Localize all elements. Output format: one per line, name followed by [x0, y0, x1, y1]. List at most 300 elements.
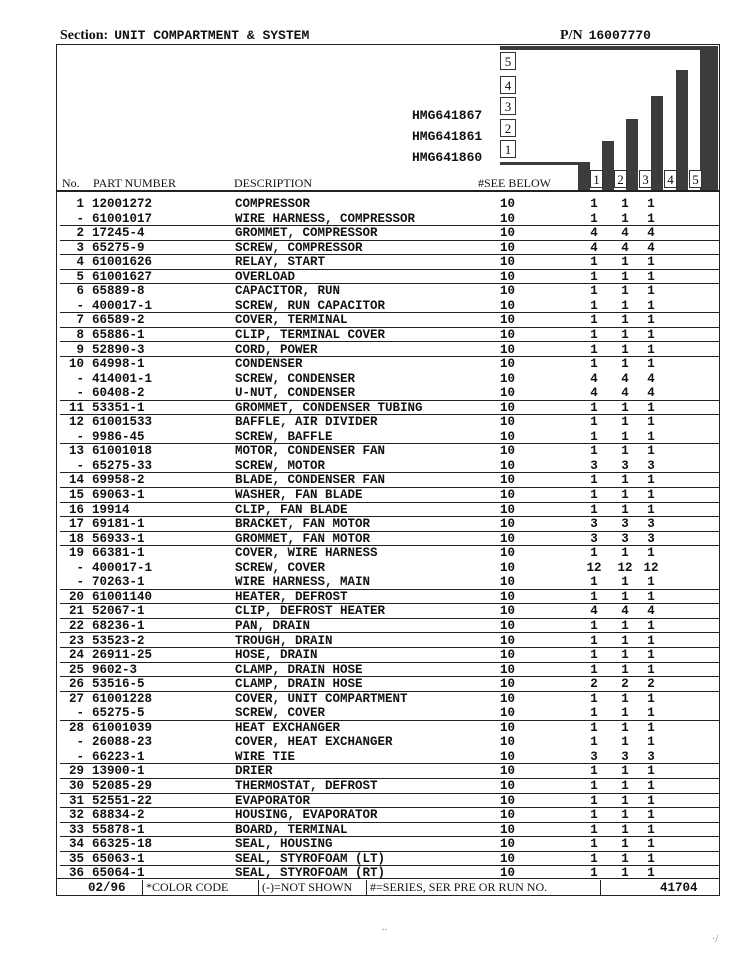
qty-2: 4 — [621, 240, 629, 255]
qty-2: 2 — [621, 677, 629, 692]
footer-date — [88, 880, 126, 896]
description: COVER, UNIT COMPARTMENT — [235, 691, 408, 706]
qty-1: 1 — [590, 357, 598, 372]
qty-3: 1 — [647, 473, 655, 488]
qty-3: 1 — [647, 357, 655, 372]
table-row — [60, 634, 720, 649]
part-number: 61001140 — [92, 589, 153, 604]
description: COMPRESSOR — [235, 197, 311, 211]
footer-color-code: *COLOR CODE — [146, 880, 229, 894]
row-number: 11 — [68, 400, 84, 415]
table-row — [60, 255, 720, 270]
row-number: 20 — [68, 589, 84, 604]
qty-1: 2 — [590, 677, 598, 692]
qty-2: 1 — [621, 546, 629, 561]
series: 10 — [500, 502, 516, 517]
qty-2: 1 — [621, 429, 629, 444]
series: 10 — [500, 604, 516, 619]
row-number: - — [76, 211, 84, 226]
qty-2: 1 — [621, 327, 629, 342]
qty-1: 1 — [590, 589, 598, 604]
table-row — [60, 212, 720, 227]
qty-2: 1 — [621, 589, 629, 604]
stair-col-1 — [602, 141, 614, 190]
part-number: 66325-18 — [92, 837, 153, 852]
table-row — [60, 328, 720, 343]
series-box-5: 5 — [500, 52, 516, 70]
qty-3: 1 — [647, 648, 655, 663]
qty-2: 1 — [621, 691, 629, 706]
row-number: 13 — [68, 444, 84, 459]
table-row — [60, 299, 720, 314]
table-row — [60, 226, 720, 241]
part-number: 52890-3 — [92, 342, 145, 357]
part-number: 69181-1 — [92, 517, 145, 532]
description: SEAL, HOUSING — [235, 837, 333, 852]
row-number: 36 — [68, 866, 84, 881]
qty-2: 1 — [621, 211, 629, 226]
qty-3: 1 — [647, 429, 655, 444]
model-code-1: HMG641860 — [412, 150, 483, 165]
qty-2: 1 — [621, 618, 629, 633]
description: GROMMET, CONDENSER TUBING — [235, 400, 423, 415]
description: CLIP, TERMINAL COVER — [235, 327, 386, 342]
series: 10 — [500, 546, 516, 561]
part-number: 66381-1 — [92, 546, 145, 561]
row-number: - — [76, 298, 84, 313]
row-number: 5 — [76, 269, 84, 284]
qty-1: 1 — [590, 633, 598, 648]
series-box-3: 3 — [500, 97, 516, 115]
part-number: 61001018 — [92, 444, 153, 459]
part-number: 65063-1 — [92, 851, 145, 866]
table-row — [60, 663, 720, 678]
table-row — [60, 444, 720, 459]
qty-2: 4 — [621, 386, 629, 401]
table-row — [60, 386, 720, 401]
qty-2: 1 — [621, 706, 629, 721]
table-row — [60, 808, 720, 823]
stair-col-0 — [578, 165, 590, 190]
qty-col-box-2: 2 — [614, 170, 627, 188]
part-number: 68236-1 — [92, 618, 145, 633]
series: 10 — [500, 851, 516, 866]
description: SCREW, CONDENSER — [235, 371, 356, 386]
stair-col-2 — [626, 119, 638, 190]
footer-divider-3 — [366, 880, 367, 896]
qty-1: 1 — [590, 779, 598, 793]
part-number: 61001039 — [92, 720, 153, 735]
table-row — [60, 197, 720, 212]
qty-3: 1 — [647, 575, 655, 590]
row-number: 26 — [68, 677, 84, 692]
qty-2: 1 — [621, 837, 629, 852]
row-number: 16 — [68, 502, 84, 517]
qty-1: 1 — [590, 764, 598, 779]
qty-1: 1 — [590, 706, 598, 721]
series: 10 — [500, 197, 516, 211]
row-number: 17 — [68, 517, 84, 532]
description: CORD, POWER — [235, 342, 318, 357]
row-number: 29 — [68, 764, 84, 779]
row-number: 35 — [68, 851, 84, 866]
qty-3: 1 — [647, 415, 655, 430]
footer-series-note: #=SERIES, SER PRE OR RUN NO. — [370, 880, 548, 894]
table-row — [60, 473, 720, 488]
qty-1: 1 — [590, 211, 598, 226]
qty-2: 1 — [621, 298, 629, 313]
description: SCREW, COVER — [235, 706, 326, 721]
qty-1: 1 — [590, 648, 598, 663]
qty-1: 1 — [590, 866, 598, 881]
qty-3: 1 — [647, 706, 655, 721]
qty-1: 1 — [590, 618, 598, 633]
part-number: 61001533 — [92, 415, 153, 430]
table-row — [60, 604, 720, 619]
description: BRACKET, FAN MOTOR — [235, 517, 371, 532]
qty-3: 1 — [647, 313, 655, 328]
row-number: - — [76, 560, 84, 575]
series: 10 — [500, 735, 516, 750]
qty-3: 4 — [647, 240, 655, 255]
description: GROMMET, FAN MOTOR — [235, 531, 371, 546]
qty-1: 1 — [590, 400, 598, 415]
qty-1: 1 — [590, 444, 598, 459]
description: CAPACITOR, RUN — [235, 284, 341, 299]
part-number: 66223-1 — [92, 749, 145, 764]
part-number-heading — [560, 28, 651, 44]
series-box-1: 1 — [500, 140, 516, 158]
series: 10 — [500, 488, 516, 502]
description: CLIP, DEFROST HEATER — [235, 604, 386, 619]
qty-1: 1 — [590, 735, 598, 750]
table-row — [60, 779, 720, 794]
qty-2: 1 — [621, 357, 629, 372]
model-code-3: HMG641867 — [412, 108, 483, 123]
part-number: 61001228 — [92, 691, 153, 706]
row-number: 31 — [68, 793, 84, 808]
row-number: - — [76, 706, 84, 721]
series: 10 — [500, 764, 516, 779]
row-number: 18 — [68, 531, 84, 546]
series: 10 — [500, 313, 516, 328]
part-number: 400017-1 — [92, 560, 153, 575]
part-number: 56933-1 — [92, 531, 145, 546]
qty-3: 1 — [647, 793, 655, 808]
qty-1: 1 — [590, 313, 598, 328]
qty-3: 3 — [647, 749, 655, 764]
part-number: 13900-1 — [92, 764, 145, 779]
description: COVER, TERMINAL — [235, 313, 348, 328]
qty-3: 1 — [647, 779, 655, 793]
row-number: - — [76, 575, 84, 590]
qty-1: 1 — [590, 837, 598, 852]
qty-1: 1 — [590, 575, 598, 590]
table-row — [60, 284, 720, 299]
table-row — [60, 546, 720, 561]
part-number: 65889-8 — [92, 284, 145, 299]
part-number: 66589-2 — [92, 313, 145, 328]
part-number: 65064-1 — [92, 866, 145, 881]
description: TROUGH, DRAIN — [235, 633, 333, 648]
description: SEAL, STYROFOAM (RT) — [235, 866, 386, 881]
series: 10 — [500, 226, 516, 241]
description: HOSE, DRAIN — [235, 648, 318, 663]
table-row — [60, 677, 720, 692]
row-number: 34 — [68, 837, 84, 852]
description: CLAMP, DRAIN HOSE — [235, 677, 363, 692]
table-row — [60, 692, 720, 707]
table-row — [60, 430, 720, 445]
part-number: 65275-9 — [92, 240, 145, 255]
series: 10 — [500, 662, 516, 677]
qty-1: 1 — [590, 473, 598, 488]
footer-divider-1 — [142, 880, 143, 896]
description: BOARD, TERMINAL — [235, 822, 348, 837]
qty-1: 3 — [590, 531, 598, 546]
part-number: 70263-1 — [92, 575, 145, 590]
description: CLIP, FAN BLADE — [235, 502, 348, 517]
qty-3: 1 — [647, 589, 655, 604]
qty-col-box-4: 4 — [664, 170, 677, 188]
row-number: 2 — [76, 226, 84, 241]
row-number: 4 — [76, 255, 84, 270]
part-number: 65275-5 — [92, 706, 145, 721]
series: 10 — [500, 255, 516, 270]
qty-2: 3 — [621, 517, 629, 532]
series: 10 — [500, 371, 516, 386]
part-number: 61001017 — [92, 211, 153, 226]
part-number: 68834-2 — [92, 808, 145, 823]
description: U-NUT, CONDENSER — [235, 386, 356, 401]
qty-1: 1 — [590, 284, 598, 299]
qty-2: 12 — [617, 560, 633, 575]
qty-2: 1 — [621, 851, 629, 866]
qty-3: 1 — [647, 400, 655, 415]
series: 10 — [500, 720, 516, 735]
qty-3: 1 — [647, 197, 655, 211]
part-number: 65886-1 — [92, 327, 145, 342]
part-number: 17245-4 — [92, 226, 145, 241]
qty-2: 1 — [621, 866, 629, 881]
series: 10 — [500, 531, 516, 546]
qty-3: 4 — [647, 226, 655, 241]
qty-3: 1 — [647, 269, 655, 284]
row-number: - — [76, 371, 84, 386]
qty-1: 3 — [590, 749, 598, 764]
table-row — [60, 866, 720, 881]
row-number: 24 — [68, 648, 84, 663]
qty-3: 1 — [647, 720, 655, 735]
description: SCREW, RUN CAPACITOR — [235, 298, 386, 313]
series: 10 — [500, 691, 516, 706]
series: 10 — [500, 386, 516, 401]
col-header-part-number: PART NUMBER — [93, 176, 176, 190]
stair-base-bar — [500, 162, 590, 165]
qty-3: 3 — [647, 517, 655, 532]
qty-3: 1 — [647, 284, 655, 299]
table-row — [60, 532, 720, 547]
row-number: 28 — [68, 720, 84, 735]
qty-3: 4 — [647, 386, 655, 401]
series: 10 — [500, 575, 516, 590]
col-header-no: No. — [62, 176, 80, 190]
table-row — [60, 764, 720, 779]
series: 10 — [500, 618, 516, 633]
scan-speck: .. — [382, 922, 387, 933]
qty-3: 1 — [647, 342, 655, 357]
section-heading — [60, 28, 309, 44]
row-number: 8 — [76, 327, 84, 342]
description: SCREW, COMPRESSOR — [235, 240, 363, 255]
part-number: 12001272 — [92, 197, 153, 211]
qty-3: 1 — [647, 546, 655, 561]
qty-3: 1 — [647, 735, 655, 750]
qty-3: 1 — [647, 633, 655, 648]
description: WIRE TIE — [235, 749, 296, 764]
footer-divider-4 — [600, 880, 601, 896]
description: BLADE, CONDENSER FAN — [235, 473, 386, 488]
table-row — [60, 706, 720, 721]
qty-1: 3 — [590, 517, 598, 532]
description: SCREW, MOTOR — [235, 458, 326, 473]
table-row — [60, 561, 720, 576]
part-number: 55878-1 — [92, 822, 145, 837]
qty-1: 1 — [590, 298, 598, 313]
table-row — [60, 357, 720, 372]
row-number: 1 — [76, 197, 84, 211]
series: 10 — [500, 808, 516, 823]
qty-1: 4 — [590, 371, 598, 386]
part-number: 52551-22 — [92, 793, 153, 808]
qty-2: 1 — [621, 662, 629, 677]
qty-1: 1 — [590, 269, 598, 284]
series-box-4: 4 — [500, 76, 516, 94]
qty-3: 1 — [647, 691, 655, 706]
series: 10 — [500, 284, 516, 299]
qty-2: 1 — [621, 400, 629, 415]
table-row — [60, 837, 720, 852]
qty-2: 1 — [621, 575, 629, 590]
table-row — [60, 590, 720, 605]
series: 10 — [500, 749, 516, 764]
qty-1: 4 — [590, 226, 598, 241]
qty-2: 1 — [621, 284, 629, 299]
qty-2: 1 — [621, 415, 629, 430]
qty-1: 1 — [590, 691, 598, 706]
row-number: 30 — [68, 779, 84, 793]
part-number: 53351-1 — [92, 400, 145, 415]
description: COVER, WIRE HARNESS — [235, 546, 378, 561]
row-number: 32 — [68, 808, 84, 823]
row-number: 22 — [68, 618, 84, 633]
description: RELAY, START — [235, 255, 326, 270]
description: SCREW, COVER — [235, 560, 326, 575]
part-number: 52085-29 — [92, 779, 153, 793]
qty-1: 1 — [590, 662, 598, 677]
row-number: 9 — [76, 342, 84, 357]
table-row — [60, 823, 720, 838]
qty-3: 1 — [647, 488, 655, 502]
qty-1: 12 — [586, 560, 602, 575]
table-row — [60, 575, 720, 590]
qty-2: 3 — [621, 749, 629, 764]
qty-2: 1 — [621, 197, 629, 211]
table-row — [60, 270, 720, 285]
table-row — [60, 401, 720, 416]
qty-2: 1 — [621, 808, 629, 823]
series: 10 — [500, 400, 516, 415]
part-number: 60408-2 — [92, 386, 145, 401]
description: PAN, DRAIN — [235, 618, 311, 633]
qty-1: 4 — [590, 604, 598, 619]
description: COVER, HEAT EXCHANGER — [235, 735, 393, 750]
qty-2: 1 — [621, 473, 629, 488]
description: CLAMP, DRAIN HOSE — [235, 662, 363, 677]
qty-1: 1 — [590, 255, 598, 270]
description: WIRE HARNESS, MAIN — [235, 575, 371, 590]
qty-1: 4 — [590, 240, 598, 255]
part-number: 52067-1 — [92, 604, 145, 619]
qty-3: 4 — [647, 371, 655, 386]
stair-col-4 — [676, 70, 688, 190]
qty-1: 1 — [590, 793, 598, 808]
part-number: 69063-1 — [92, 488, 145, 502]
qty-3: 3 — [647, 531, 655, 546]
description: HOUSING, EVAPORATOR — [235, 808, 378, 823]
qty-2: 1 — [621, 502, 629, 517]
series: 10 — [500, 517, 516, 532]
qty-1: 1 — [590, 429, 598, 444]
qty-1: 1 — [590, 808, 598, 823]
table-row — [60, 415, 720, 430]
series: 10 — [500, 866, 516, 881]
qty-3: 1 — [647, 851, 655, 866]
qty-3: 12 — [643, 560, 659, 575]
description: EVAPORATOR — [235, 793, 311, 808]
series: 10 — [500, 779, 516, 793]
row-number: 33 — [68, 822, 84, 837]
series-box-2: 2 — [500, 119, 516, 137]
qty-2: 4 — [621, 371, 629, 386]
qty-3: 2 — [647, 677, 655, 692]
table-row — [60, 241, 720, 256]
series: 10 — [500, 269, 516, 284]
series: 10 — [500, 633, 516, 648]
series: 10 — [500, 342, 516, 357]
description: BAFFLE, AIR DIVIDER — [235, 415, 378, 430]
qty-1: 1 — [590, 502, 598, 517]
qty-2: 3 — [621, 458, 629, 473]
scan-speck-2: ·/ — [712, 934, 719, 945]
table-row — [60, 750, 720, 765]
series: 10 — [500, 837, 516, 852]
part-number: 19914 — [92, 502, 130, 517]
table-row — [60, 517, 720, 532]
qty-3: 1 — [647, 327, 655, 342]
part-number: 26911-25 — [92, 648, 153, 663]
qty-2: 3 — [621, 531, 629, 546]
qty-2: 1 — [621, 735, 629, 750]
qty-3: 3 — [647, 458, 655, 473]
qty-1: 1 — [590, 197, 598, 211]
qty-3: 1 — [647, 618, 655, 633]
qty-1: 1 — [590, 720, 598, 735]
qty-2: 1 — [621, 764, 629, 779]
description: CONDENSER — [235, 357, 303, 372]
table-row — [60, 372, 720, 387]
series: 10 — [500, 560, 516, 575]
